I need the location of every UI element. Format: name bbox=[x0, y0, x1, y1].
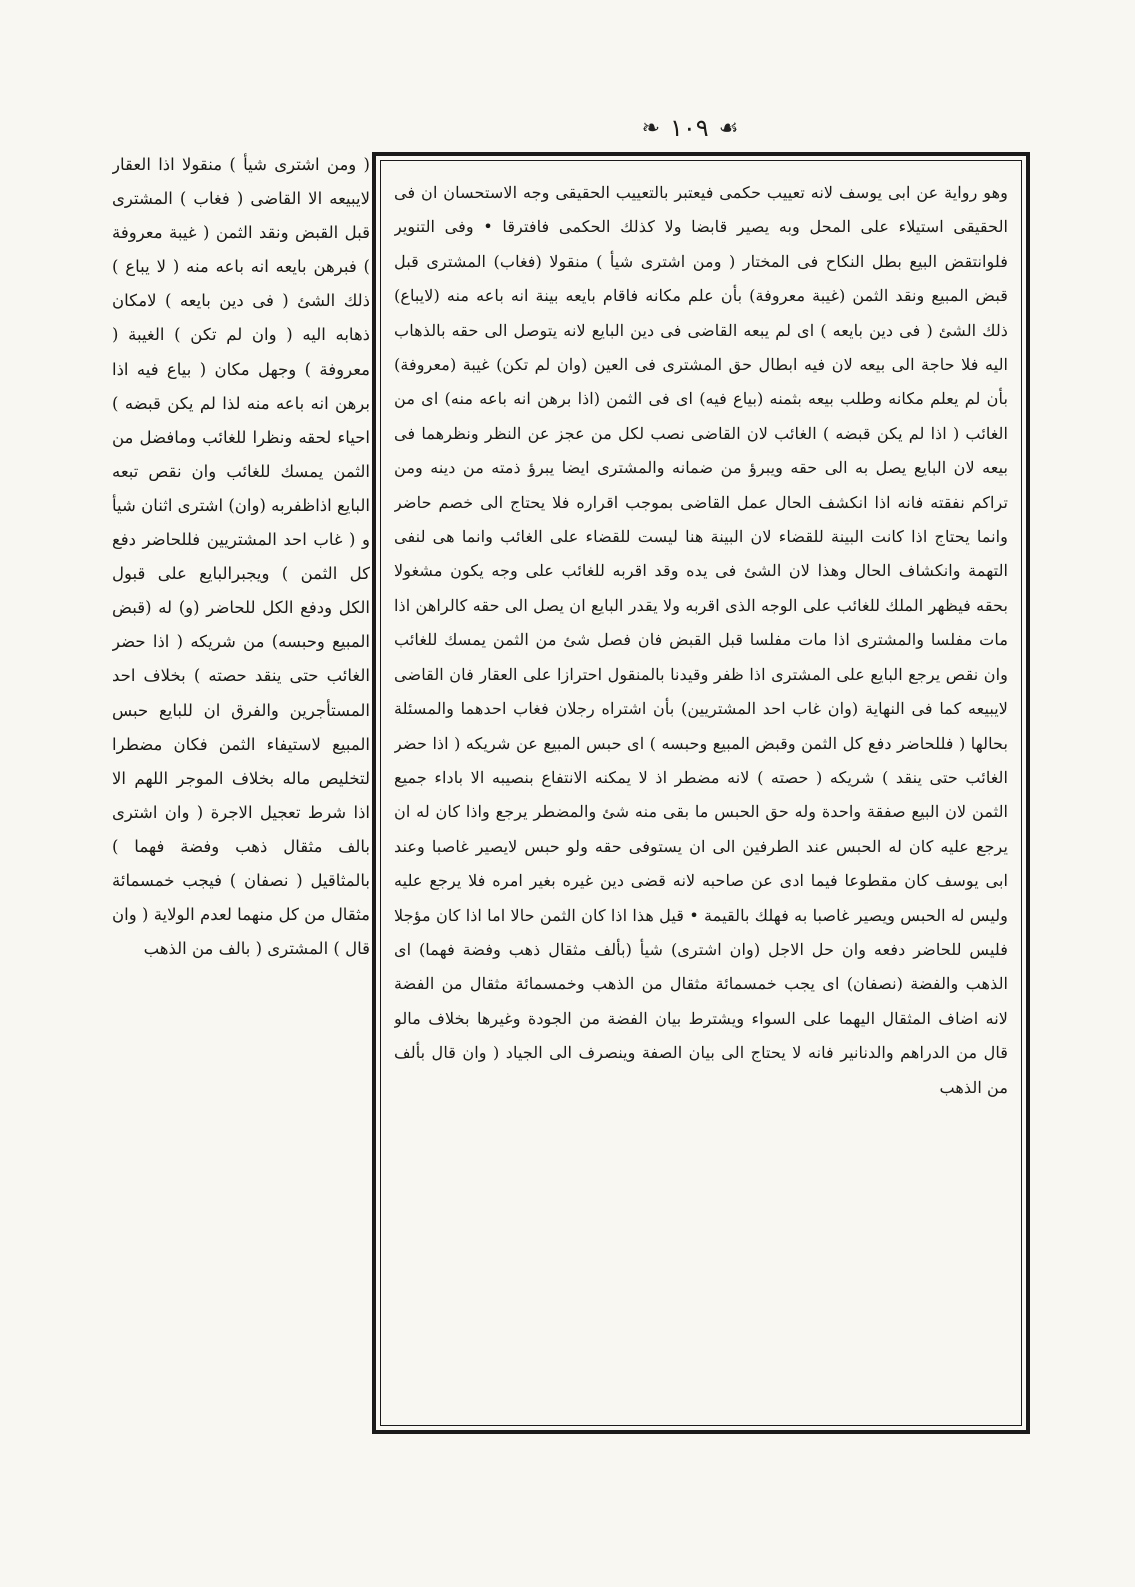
ornament-left-icon: ❧ bbox=[641, 115, 661, 141]
commentary-text: وهو رواية عن ابى يوسف لانه تعييب حكمى فيعتبر بالتعييب الحقيقى وجه الاستحسان ان فى الحقيقى استيلاء على المحل وبه يصير قابضا ولا كذلك الحكمى فافترقا • وفى التنوير فلوانتقض البيع بطل النكاح فى المختار ( ومن اشترى شيأ ) منقولا (فغاب) المشترى قبل قبض المبيع ونقد الثمن (غيبة معروفة) بأن علم مكانه فاقام بايعه بينة انه باعه منه (لايباع) ذلك الشئ ( فى دين بايعه ) اى لم يبعه القاضى فى دين البايع لانه يتوصل الى حقه بالذهاب اليه فلا حاجة الى بيعه لان فيه ابطال حق المشترى فى العين (وان لم تكن) غيبة (معروفة) بأن لم يعلم مكانه وطلب بيعه بثمنه (بياع فيه) اى فى الثمن (اذا برهن انه باعه منه) اى من الغائب ( اذا لم يكن قبضه ) الغائب لان القاضى نصب لكل من عجز عن النظر ونظرهما فى بيعه لان البايع يصل به الى حقه ويبرؤ من ضمانه والمشترى ايضا يبرؤ ذمته من دينه ومن تراكم نفقته فانه اذا انكشف الحال عمل القاضى بموجب اقراره فلا يحتاج الى خصم حاضر وانما يحتاج اذا كانت البينة للقضاء لان البينة هنا ليست للقضاء على الغائب وانما هى لنفى التهمة وانكشاف الحال وهذا لان الشئ فى يده وقد اقربه للغائب على وجه يكون مشغولا بحقه فيظهر الملك للغائب على الوجه الذى اقربه ولا يقدر البايع ان يصل الى حقه كالراهن اذا مات مفلسا والمشترى اذا مات مفلسا قبل القبض فان فصل شئ من الثمن يمسك للغائب وان نقص يرجع البايع على المشترى اذا ظفر وقيدنا بالمنقول احترازا على العقار فان القاضى لايبيعه كما فى النهاية (وان غاب احد المشتريين) بأن اشتراه رجلان فغاب احدهما والمسئلة بحالها ( فللحاضر دفع كل الثمن وقبض المبيع وحبسه ) اى حبس المبيع عن شريكه ( اذا حضر الغائب حتى ينقد ) شريكه ( حصته ) لانه مضطر اذ لا يمكنه الانتفاع بنصيبه الا باداء جميع الثمن لان البيع صفقة واحدة وله حق الحبس ما بقى منه شئ والمضطر يرجع واذا كان له ان يرجع عليه كان له الحبس عند الطرفين الى ان يستوفى حقه ولو حبس لايصير غاصبا وعند ابى يوسف كان مقطوعا فيما ادى عن صاحبه لانه قضى دين غيره بغير امره فلا يرجع عليه وليس له الحبس ويصير غاصبا به فهلك بالقيمة • قيل هذا اذا كان الثمن حالا اما اذا كان مؤجلا فليس للحاضر دفعه وان حل الاجل (وان اشترى) شيأ (بألف مثقال ذهب وفضة فهما) اى الذهب والفضة (نصفان) اى يجب خمسمائة مثقال من الذهب وخمسمائة مثقال من الفضة لانه اضاف المثقال اليهما على السواء ويشترط بيان الفضة من الجودة وغيرها بخلاف مالو قال من الدراهم والدنانير فانه لا يحتاج الى بيان الصفة وينصرف الى الجياد ( وان قال بألف من الذهب bbox=[394, 183, 1008, 1097]
page-number: ١٠٩ bbox=[670, 114, 709, 142]
main-text-column bbox=[394, 176, 1008, 1420]
ornament-right-icon: ☙ bbox=[718, 115, 739, 141]
marginal-text-column bbox=[112, 148, 370, 1440]
marginal-text: ( ومن اشترى شيأ ) منقولا اذا العقار لايبيعه الا القاضى ( فغاب ) المشترى قبل القبض ونقد الثمن ( غيبة معروفة ) فبرهن بايعه انه باعه منه ( لا يباع ) ذلك الشئ ( فى دين بايعه ) لامكان ذهابه اليه ( وان لم تكن ) الغيبة ( معروفة ) وجهل مكان ( بياع فيه اذا برهن انه باعه منه لذا لم يكن قبضه ) احياء لحقه ونظرا للغائب ومافضل من الثمن يمسك للغائب وان نقص تبعه البايع اذاظفربه (وان) اشترى اثنان شيأ و ( غاب احد المشتريين فللحاضر دفع كل الثمن ) ويجبرالبايع على قبول الكل ودفع الكل للحاضر (و) له (قبض المبيع وحبسه) من شريكه ( اذا حضر الغائب حتى ينقد حصته ) بخلاف احد المستأجرين والفرق ان للبايع حبس المبيع لاستيفاء الثمن فكان مضطرا لتخليص ماله بخلاف الموجر اللهم الا اذا شرط تعجيل الاجرة ( وان اشترى بالف مثقال ذهب وفضة فهما ) بالمثاقيل ( نصفان ) فيجب خمسمائة مثقال من كل منهما لعدم الولاية ( وان قال ) المشترى ( بالف من الذهب bbox=[112, 155, 370, 959]
page-header bbox=[600, 108, 780, 148]
